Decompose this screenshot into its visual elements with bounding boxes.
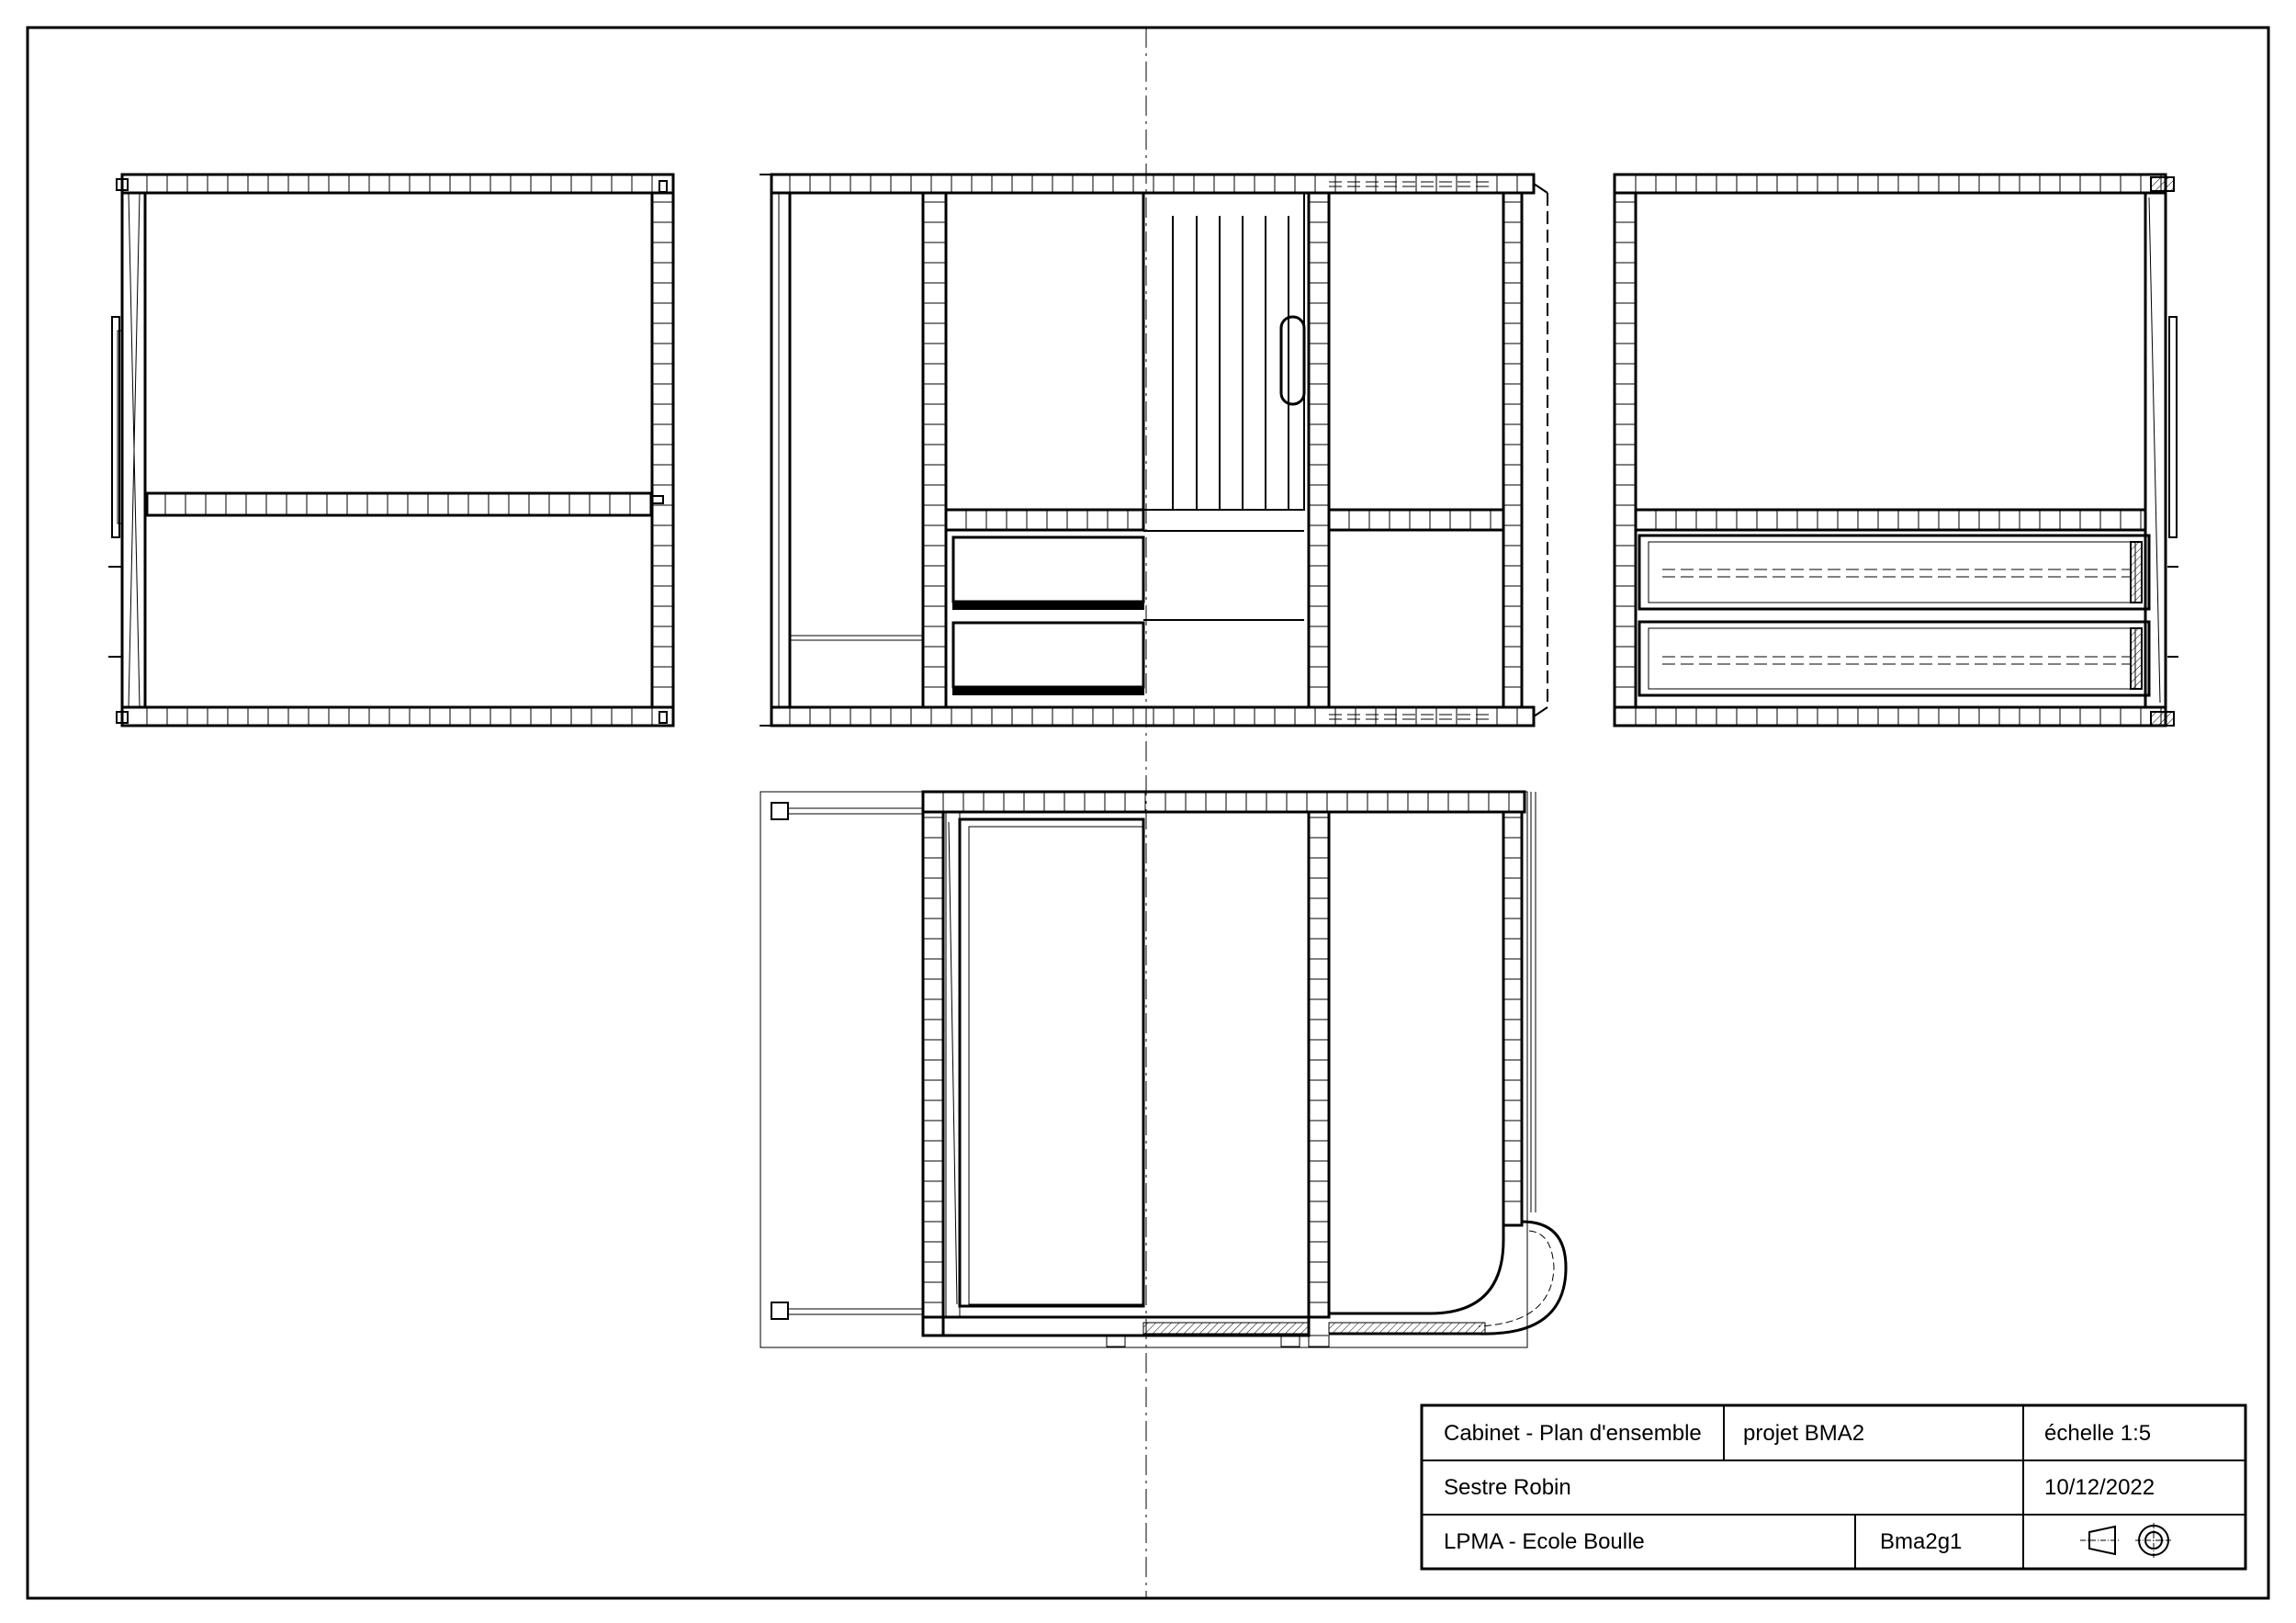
panel-grain-ticks [147, 175, 2161, 1302]
drawing-date: 10/12/2022 [2044, 1475, 2155, 1500]
left-side-view [108, 175, 673, 726]
scale-label: échelle 1:5 [2044, 1421, 2152, 1446]
drawing-reference: Bma2g1 [1880, 1529, 1963, 1554]
first-angle-projection-icon [2080, 1523, 2181, 1558]
right-side-view [1615, 175, 2178, 726]
school-name: LPMA - Ecole Boulle [1444, 1529, 1645, 1554]
author-name: Sestre Robin [1444, 1475, 1571, 1500]
project-name: projet BMA2 [1743, 1421, 1865, 1446]
drawing-title: Cabinet - Plan d'ensemble [1444, 1421, 1702, 1446]
plan-view [760, 792, 1566, 1347]
front-view [760, 175, 1548, 726]
